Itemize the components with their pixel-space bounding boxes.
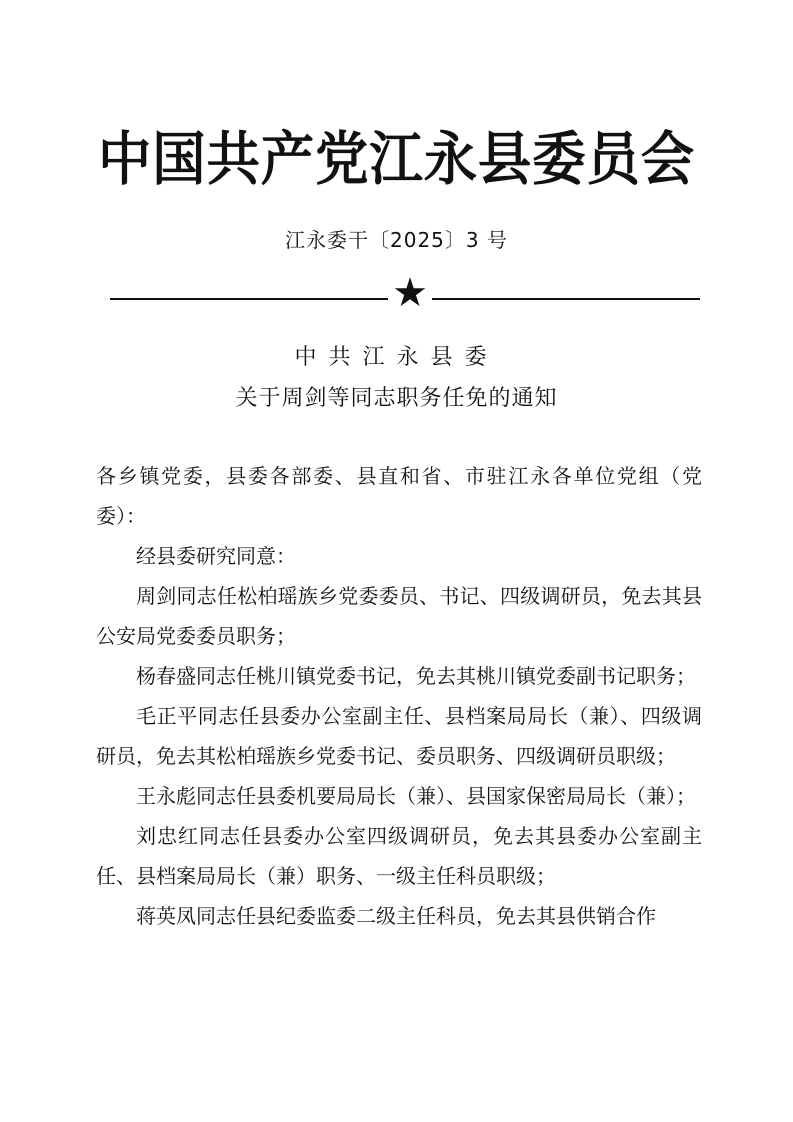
divider-line-right <box>432 298 700 300</box>
salutation: 各乡镇党委，县委各部委、县直和省、市驻江永各单位党组（党委）： <box>96 464 702 528</box>
body-paragraph: 王永彪同志任县委机要局局长（兼）、县国家保密局局长（兼）； <box>136 784 696 808</box>
issuer-name: 中国共产党江永县委员会 <box>97 125 696 193</box>
body-paragraph: 杨春盛同志任桃川镇党委书记，免去其桃川镇党委副书记职务； <box>136 664 696 688</box>
divider-line-left <box>110 298 388 300</box>
body-paragraph: 蒋英凤同志任县纪委监委二级主任科员，免去其县供销合作 <box>136 904 656 928</box>
body-paragraph: 刘忠红同志任县委办公室四级调研员，免去其县委办公室副主任、县档案局局长（兼）职务、一级主任科员职级； <box>96 824 702 888</box>
star-icon: ★ <box>392 270 428 316</box>
document-title-line1: 中共江永县委 <box>294 345 499 370</box>
document-title-line2: 关于周剑等同志职务任免的通知 <box>235 386 558 411</box>
body-paragraph: 周剑同志任松柏瑶族乡党委委员、书记、四级调研员，免去其县公安局党委委员职务； <box>96 584 702 648</box>
body-paragraph: 毛正平同志任县委办公室副主任、县档案局局长（兼）、四级调研员，免去其松柏瑶族乡党委书记、委员职务、四级调研员职级； <box>96 704 702 768</box>
body-paragraph: 经县委研究同意： <box>136 544 296 568</box>
document-number: 江永委干〔2025〕3 号 <box>285 228 508 252</box>
header-divider <box>110 270 700 316</box>
document-body <box>96 456 702 936</box>
